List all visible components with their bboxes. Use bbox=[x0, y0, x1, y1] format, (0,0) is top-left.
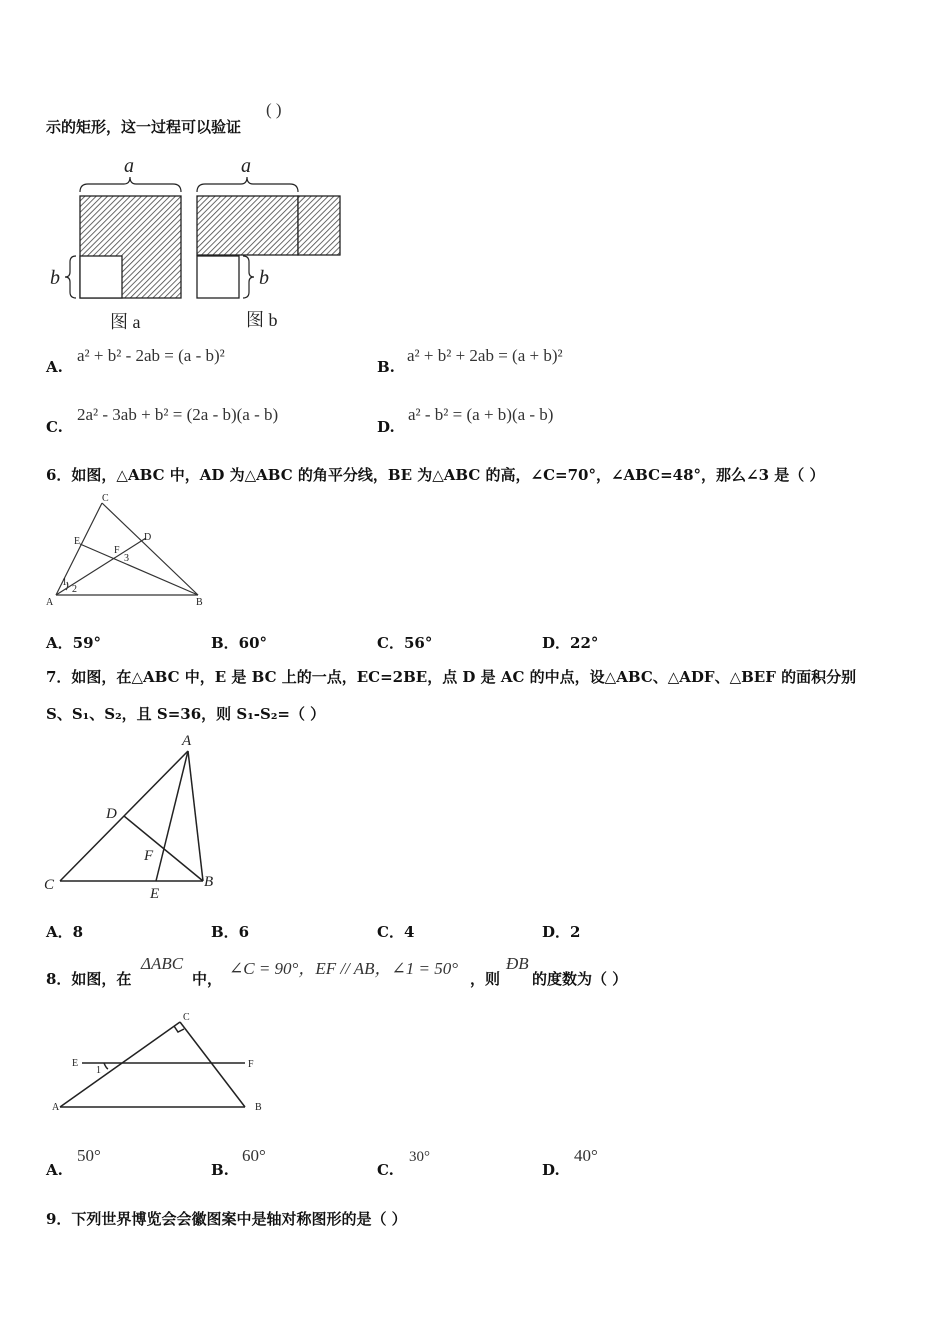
q7-option-c[interactable]: C．4 bbox=[377, 923, 415, 941]
q8-conditions: ∠C = 90°，EF // AB，∠1 = 50° bbox=[229, 959, 459, 978]
q8-side-cb bbox=[180, 1022, 245, 1107]
q8-angle-b: ÐB bbox=[506, 954, 529, 973]
svg-text:E: E bbox=[74, 536, 81, 547]
q7-option-b[interactable]: B．6 bbox=[211, 923, 250, 941]
svg-text:C: C bbox=[102, 493, 109, 504]
q6-stem: 6．如图，△ABC 中，AD 为△ABC 的角平分线，BE 为△ABC 的高，∠C=70°，∠ABC=48°，那么∠3 是（ ） bbox=[46, 466, 825, 484]
fig-a-caption: 图 a bbox=[110, 312, 141, 332]
q7-side-ab bbox=[188, 751, 203, 881]
q8-stem-then: ，则 bbox=[470, 970, 501, 988]
q7-stem-line1: 7．如图，在△ABC 中，E 是 BC 上的一点，EC=2BE，点 D 是 AC 的中点，设△ABC、△ADF、△BEF 的面积分别 bbox=[46, 668, 857, 686]
svg-text:B: B bbox=[196, 597, 203, 608]
q7-segment-ae bbox=[156, 751, 188, 881]
fig-b-label-a: a bbox=[241, 155, 251, 177]
q5-option-b-formula: a² + b² + 2ab = (a + b)² bbox=[407, 346, 563, 365]
svg-text:C: C bbox=[44, 877, 55, 893]
svg-text:B: B bbox=[255, 1102, 262, 1113]
q7-segment-bd bbox=[124, 816, 203, 881]
q5-option-a-letter[interactable]: A. bbox=[46, 358, 63, 376]
q8-option-b-value: 60° bbox=[242, 1146, 266, 1165]
q8-stem-prefix: 8．如图，在 bbox=[46, 970, 132, 988]
fig-b-brace-right bbox=[243, 256, 254, 298]
q8-angle-1-arc bbox=[104, 1063, 108, 1069]
svg-text:A: A bbox=[52, 1102, 60, 1113]
svg-text:1: 1 bbox=[96, 1065, 101, 1076]
svg-text:F: F bbox=[144, 848, 154, 864]
q5-option-b-letter[interactable]: B. bbox=[377, 358, 395, 376]
q7-stem-line2: S、S₁、S₂，且 S=36，则 S₁-S₂=（ ） bbox=[46, 705, 326, 723]
q5-figure bbox=[40, 150, 360, 340]
q8-option-a-value: 50° bbox=[77, 1146, 101, 1165]
q8-right-angle-mark bbox=[174, 1026, 184, 1032]
fig-a-brace-left bbox=[65, 256, 76, 298]
q6-option-b[interactable]: B．60° bbox=[211, 634, 268, 652]
svg-text:D: D bbox=[106, 806, 117, 822]
q8-option-c-letter[interactable]: C. bbox=[377, 1161, 394, 1179]
q5-stem: 示的矩形，这一过程可以验证 bbox=[46, 118, 242, 136]
svg-text:3: 3 bbox=[124, 553, 129, 564]
svg-text:F: F bbox=[114, 545, 120, 556]
q6-altitude-be bbox=[80, 544, 198, 595]
svg-text:B: B bbox=[204, 874, 214, 890]
svg-text:1: 1 bbox=[62, 577, 67, 588]
q7-option-d[interactable]: D．2 bbox=[542, 923, 581, 941]
q5-option-c-formula: 2a² - 3ab + b² = (2a - b)(a - b) bbox=[77, 405, 279, 424]
q8-figure bbox=[40, 1008, 280, 1120]
q9-stem: 9．下列世界博览会会徽图案中是轴对称图形的是（ ） bbox=[46, 1210, 407, 1228]
svg-text:E: E bbox=[150, 886, 160, 902]
q8-stem-mid: 中， bbox=[192, 970, 223, 988]
svg-text:D: D bbox=[144, 532, 152, 543]
q6-figure bbox=[40, 490, 220, 612]
fig-b-label-b: b bbox=[259, 267, 269, 289]
svg-text:A: A bbox=[182, 733, 192, 749]
q5-option-d-formula: a² - b² = (a + b)(a - b) bbox=[408, 405, 554, 424]
svg-text:2: 2 bbox=[72, 584, 77, 595]
q5-option-c-letter[interactable]: C. bbox=[46, 418, 63, 436]
q6-option-c[interactable]: C．56° bbox=[377, 634, 433, 652]
q8-option-d-letter[interactable]: D. bbox=[542, 1161, 560, 1179]
q5-answer-paren: ( ) bbox=[266, 100, 282, 119]
q6-option-a[interactable]: A．59° bbox=[46, 634, 102, 652]
fig-a-small-square bbox=[80, 256, 122, 298]
q7-figure bbox=[40, 728, 230, 906]
fig-b-small-square bbox=[197, 256, 239, 298]
q6-option-d[interactable]: D．22° bbox=[542, 634, 599, 652]
q8-option-c-value: 30° bbox=[409, 1149, 430, 1165]
fig-b-shaded-rect bbox=[197, 196, 298, 255]
fig-b-brace-top bbox=[197, 177, 298, 192]
svg-text:E: E bbox=[72, 1058, 79, 1069]
q8-triangle: ΔABC bbox=[141, 954, 184, 973]
q5-option-d-letter[interactable]: D. bbox=[377, 418, 395, 436]
fig-b-shaded-strip bbox=[298, 196, 340, 255]
fig-a-label-b: b bbox=[50, 267, 60, 289]
q5-option-a-formula: a² + b² - 2ab = (a - b)² bbox=[77, 346, 225, 365]
svg-text:F: F bbox=[248, 1059, 254, 1070]
fig-b-caption: 图 b bbox=[246, 310, 278, 330]
q7-option-a[interactable]: A．8 bbox=[46, 923, 84, 941]
fig-a-brace-top bbox=[80, 177, 181, 192]
q8-option-b-letter[interactable]: B. bbox=[211, 1161, 229, 1179]
svg-text:C: C bbox=[183, 1012, 190, 1023]
fig-a-label-a: a bbox=[124, 155, 134, 177]
q8-option-d-value: 40° bbox=[574, 1146, 598, 1165]
q8-option-a-letter[interactable]: A. bbox=[46, 1161, 63, 1179]
svg-text:A: A bbox=[46, 597, 54, 608]
q8-stem-suffix: 的度数为（ ） bbox=[532, 970, 628, 988]
